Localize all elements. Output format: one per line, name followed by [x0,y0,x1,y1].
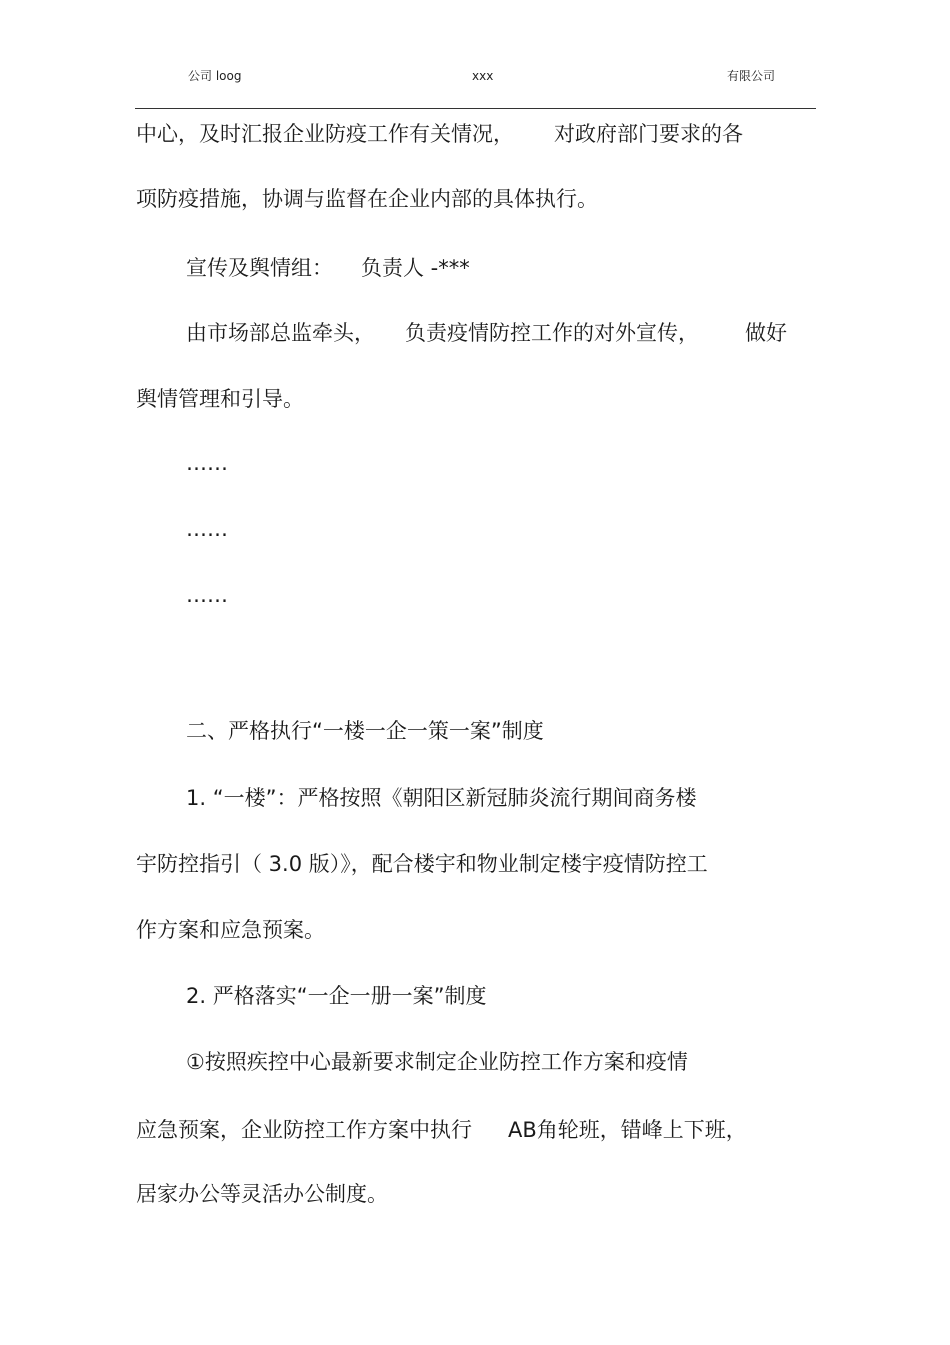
sub-item-line: ①按照疾控中心最新要求制定企业防控工作方案和疫情 [186,1050,688,1074]
header-center-text: xxx [472,69,494,83]
text-segment: 负责疫情防控工作的对外宣传， [405,321,699,345]
text-segment: 应急预案，企业防控工作方案中执行 [136,1118,472,1142]
text-segment: AB角轮班，错峰上下班， [508,1118,747,1142]
text-segment: 做好 [745,321,787,345]
header-divider [135,108,816,109]
text-segment: 由市场部总监牵头， [186,321,375,345]
header-company-logo-text: 公司 loog [188,69,242,83]
sub-item-line [136,1117,747,1143]
paragraph-line: 舆情管理和引导。 [136,387,304,411]
group-title-line [186,255,470,281]
group-label: 宣传及舆情组： [186,256,333,280]
sub-item-line: 居家办公等灵活办公制度。 [136,1182,388,1206]
list-item-line: 1. “一楼”：严格按照《朝阳区新冠肺炎流行期间商务楼 [186,786,697,810]
text-segment: 对政府部门要求的各 [554,122,743,146]
ellipsis-line: …… [186,451,228,475]
paragraph-line [186,320,787,346]
subsection-heading: 2. 严格落实“一企一册一案”制度 [186,984,487,1008]
list-item-line: 作方案和应急预案。 [136,918,325,942]
list-item-line: 宇防控指引（ 3.0 版）》，配合楼宇和物业制定楼宇疫情防控工 [136,852,708,876]
ellipsis-line: …… [186,583,228,607]
ellipsis-line: …… [186,517,228,541]
paragraph-line: 项防疫措施，协调与监督在企业内部的具体执行。 [136,187,598,211]
text-segment: 中心，及时汇报企业防疫工作有关情况， [136,122,514,146]
group-owner: 负责人 -*** [361,256,470,280]
paragraph-line [136,121,743,147]
header-company-name: 有限公司 [727,69,776,83]
section-heading: 二、严格执行“一楼一企一策一案”制度 [186,719,544,743]
